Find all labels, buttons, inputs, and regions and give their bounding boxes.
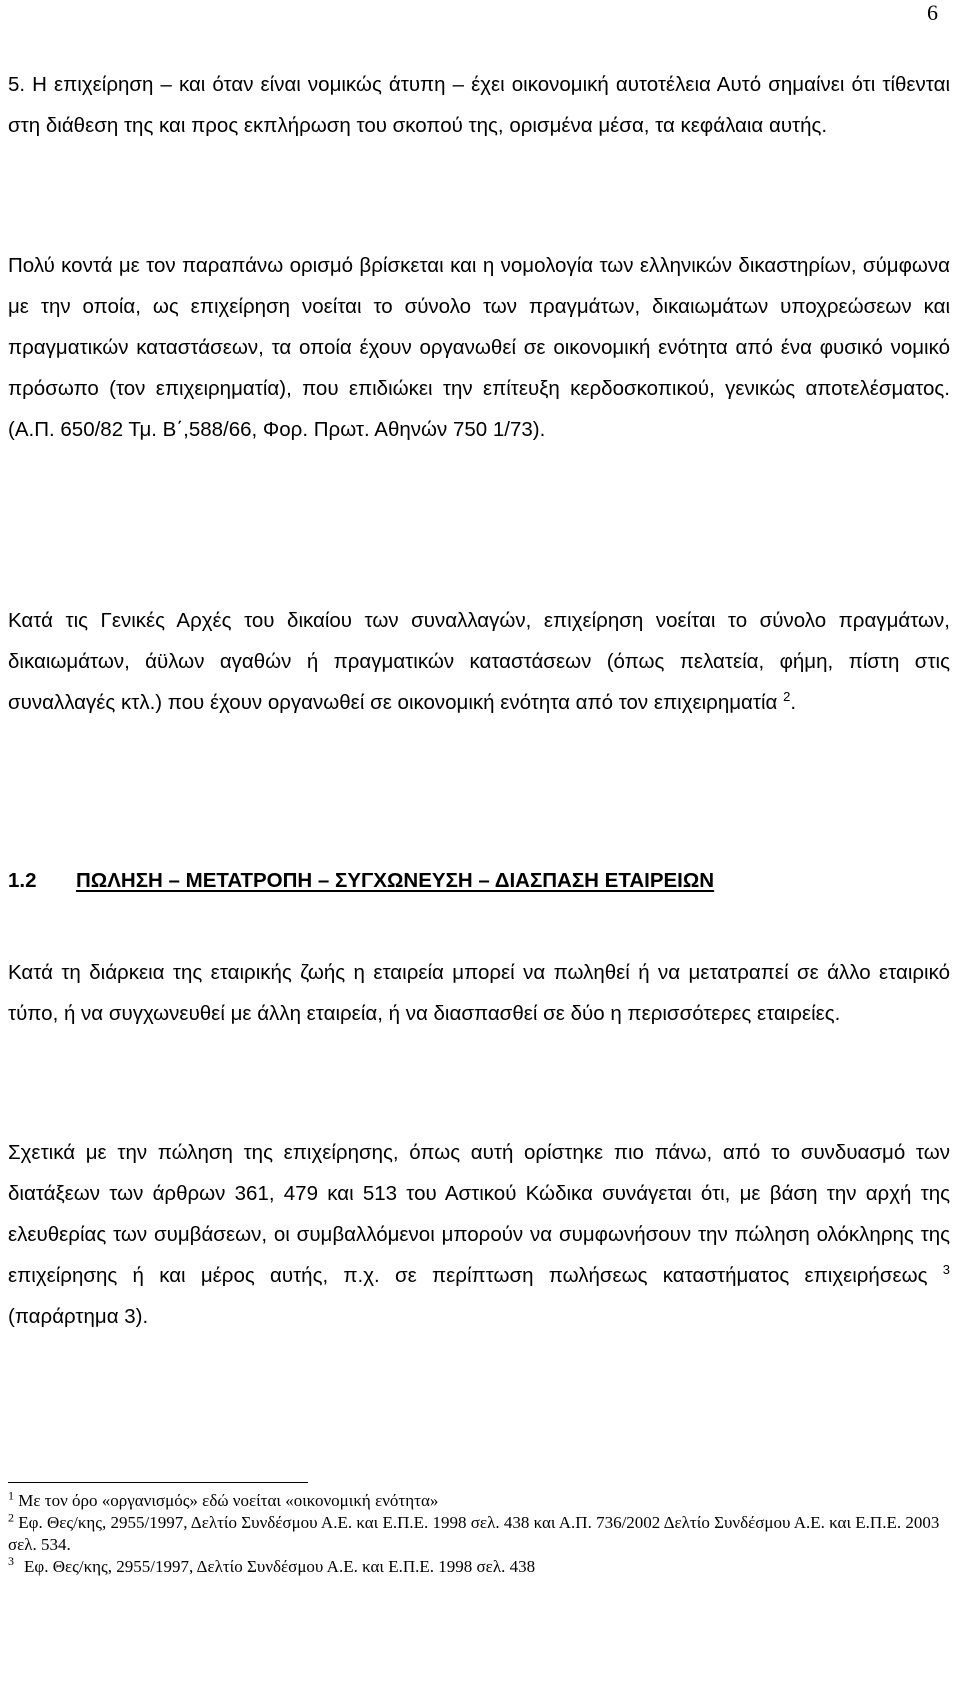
footnotes (8, 1490, 950, 1578)
footnote-text: Εφ. Θες/κης, 2955/1997, Δελτίο Συνδέσμου Α.Ε. και Ε.Π.Ε. 1998 σελ. 438 (24, 1557, 536, 1576)
page-number: 6 (927, 0, 938, 25)
paragraph-case-law (8, 245, 950, 450)
paragraph-text: Κατά τις Γενικές Αρχές του δικαίου των συναλλαγών, επιχείρηση νοείται το σύνολο πραγμάτων, δικαιωμάτων, άϋλων αγαθών ή πραγματικών καταστάσεων (όπως πελατεία, φήμη, πίστη στις συναλλαγές κτλ.) που έχουν οργανωθεί σε οικονομική ενότητα από τον επιχειρηματία (8, 609, 950, 714)
paragraph-end: . (790, 691, 797, 714)
section-number: 1.2 (8, 869, 37, 892)
footnote-number: 3 (8, 1554, 14, 1569)
paragraph-sale-of-business (8, 1132, 950, 1337)
footnote-1 (8, 1490, 950, 1512)
footnote-text: Με τον όρο «οργανισμός» εδώ νοείται «οικονομική ενότητα» (18, 1491, 439, 1510)
paragraph-text: Κατά τη διάρκεια της εταιρικής ζωής η εταιρεία μπορεί να πωληθεί ή να μετατραπεί σε άλλο εταιρικό τύπο, ή να συγχωνευθεί με άλλη εταιρεία, ή να διασπασθεί σε δύο η περισσότερες εταιρείες. (8, 961, 950, 1025)
section-title: ΠΩΛΗΣΗ – ΜΕΤΑΤΡΟΠΗ – ΣΥΓΧΩΝΕΥΣΗ – ΔΙΑΣΠΑΣΗ ΕΤΑΙΡΕΙΩΝ (76, 869, 715, 892)
paragraph-text: Πολύ κοντά με τον παραπάνω ορισμό βρίσκεται και η νομολογία των ελληνικών δικαστηρίων, σύμφωνα με την οποία, ως επιχείρηση νοείται το σύνολο των πραγμάτων, δικαιωμάτων υποχρεώσεων και πραγματικών καταστάσεων, τα οποία έχουν οργανωθεί σε οικονομική ενότητα από ένα φυσικό νομικό πρόσωπο (τον επιχειρηματία), που επιδιώκει την επίτευξη κερδοσκοπικού, γενικώς αποτελέσματος. (Α.Π. 650/82 Τμ. Β΄,588/66, Φορ. Πρωτ. Αθηνών 750 1/73). (8, 254, 950, 441)
paragraph-corporate-life (8, 952, 950, 1034)
footnote-number: 1 (8, 1488, 14, 1503)
footnote-reference-2[interactable]: 2 (783, 689, 791, 705)
paragraph-end: (παράρτημα 3). (8, 1305, 149, 1328)
footnote-3 (8, 1556, 950, 1578)
footnote-number: 2 (8, 1510, 14, 1525)
footnote-reference-3[interactable]: 3 (942, 1262, 950, 1278)
footnote-separator (8, 1482, 308, 1483)
footnote-text: Εφ. Θες/κης, 2955/1997, Δελτίο Συνδέσμου Α.Ε. και Ε.Π.Ε. 1998 σελ. 438 και Α.Π. 736/2002 Δελτίο Συνδέσμου Α.Ε. και Ε.Π.Ε. 2003 σελ. 534. (8, 1513, 940, 1554)
paragraph-text: 5. Η επιχείρηση – και όταν είναι νομικώς άτυπη – έχει οικονομική αυτοτέλεια Αυτό σημαίνει ότι τίθενται στη διάθεση της και προς εκπλήρωση του σκοπού της, ορισμένα μέσα, τα κεφάλαια αυτής. (8, 73, 950, 137)
section-heading (8, 860, 950, 901)
paragraph-economic-autonomy (8, 64, 950, 146)
paragraph-general-principles (8, 600, 950, 723)
footnote-2 (8, 1512, 950, 1556)
paragraph-text: Σχετικά με την πώληση της επιχείρησης, όπως αυτή ορίστηκε πιο πάνω, από το συνδυασμό των διατάξεων των άρθρων 361, 479 και 513 του Αστικού Κώδικα συνάγεται ότι, με βάση την αρχή της ελευθερίας των συμβάσεων, οι συμβαλλόμενοι μπορούν να συμφωνήσουν την πώληση ολόκληρης της επιχείρησης ή και μέρος αυτής, π.χ. σε περίπτωση πωλήσεως καταστήματος επιχειρήσεως (8, 1141, 950, 1287)
